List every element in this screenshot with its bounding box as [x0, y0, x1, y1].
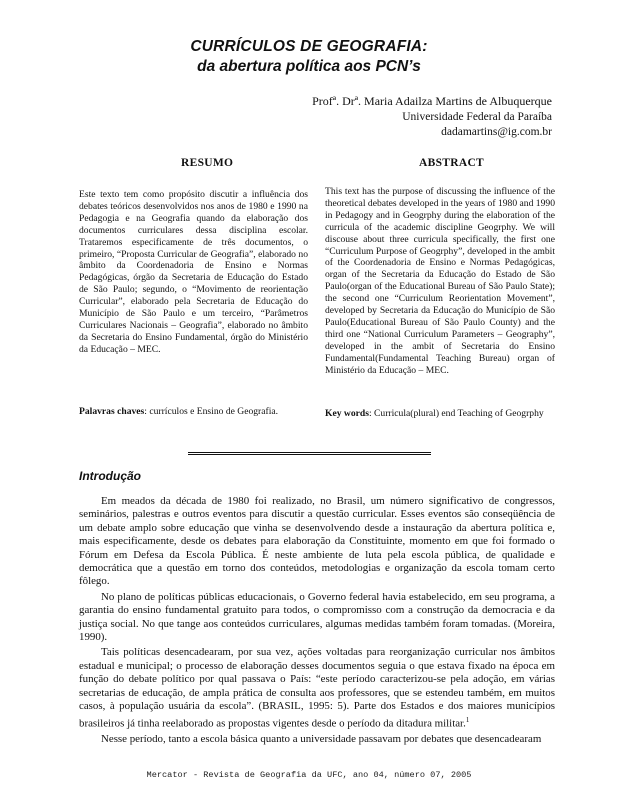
section-divider — [188, 452, 431, 455]
author-institution: Universidade Federal da Paraíba — [402, 110, 552, 123]
resumo-keywords — [79, 406, 278, 418]
title-line-1: CURRÍCULOS DE GEOGRAFIA: — [190, 38, 428, 55]
abstract-text: This text has the purpose of discussing the influence of the theoretical debates developed in the years of 1980 and 1990 in Pedagogy and in Geogrphy during the elaboration of the curricula of the academic discipline Geogrphy. We will discouse about three curricula specifically, the first one “Curriculum Purpose of Geogrphy”, developed in the ambit of the Coordenadoria de Ensino e Normas Pedagógicas, organ of the Secretaria da Educação do Estado de São Paulo(organ of the Educational Bureau of São Paulo State); the second one “Curriculum Reorientation Movement”, developed by Secretaria da Educação do Município de São Paulo(Educational Bureau of São Paulo County) and the third one “National Curriculum Parameters – Geography”, developed in the ambit of Secretaria do Ensino Fundamental(Fundamental Teaching Bureau) organ of Ministério da Educação – MEC. — [325, 186, 555, 376]
resumo-heading: RESUMO — [181, 157, 234, 169]
resumo-keywords-label: Palavras chaves — [79, 406, 145, 417]
resumo-text: Este texto tem como propósito discutir a influência dos debates teóricos desenvolvidos nos anos de 1980 e 1990 na Pedagogia e na Geografia quando da elaboração dos documentos curriculares dessa disciplina escolar. Trataremos especificamente de três documentos, o primeiro, “Proposta Curricular de Geografia”, elaborado no âmbito da Coordenadoria de Ensino e Normas Pedagógicas, órgão da Secretaria de Educação do Estado de São Paulo; segundo, o “Movimento de reorientação Curricular”, elaborado pela Secretaria de Educação do Município de São Paulo e um terceiro, “Parâmetros Curriculares Nacionais – Geografia”, elaborado no âmbito da Secretaria do Ensino Fundamental, órgão do Ministério da Educação – MEC. — [79, 189, 308, 355]
author-name: Profª. Drª. Maria Adailza Martins de Albuquerque — [312, 94, 552, 108]
footnote-marker: 1 — [465, 715, 470, 724]
abstract-keywords-label: Key words — [325, 408, 369, 419]
abstract-keywords — [325, 408, 544, 420]
introduction-body — [79, 495, 555, 748]
title-line-2: da abertura política aos PCN’s — [197, 58, 421, 75]
paragraph-1: Em meados da década de 1980 foi realizado, no Brasil, um número significativo de congressos, seminários, palestras e outros eventos para discutir a questão curricular. Esses eventos são conseqüência de um debate amplo sobre educação que vinha se desenvolvendo desde a instauração da abertura política e, mais especificamente, desde os debates para elaboração da Constituinte, momento em que foi formado o Fórum em Defesa da Escola Pública. É neste ambiente de luta pela escola pública, de qualidade e democrática que a questão em torno dos conteúdos, metodologias e organização da escola tomam certo fôlego. — [79, 495, 555, 588]
resumo-keywords-value: : currículos e Ensino de Geografia. — [144, 406, 279, 417]
introduction-heading: Introdução — [79, 469, 141, 483]
abstract-heading: ABSTRACT — [419, 157, 485, 169]
paragraph-2: No plano de políticas públicas educacionais, o Governo federal havia estabelecido, em seu programa, a garantia do ensino fundamental gratuito para todos, o compromisso com a construção da democracia e da justiça social. No que tange aos conteúdos curriculares, algumas medidas também foram tomadas. (Moreira, 1990). — [79, 590, 555, 644]
page-footer: Mercator - Revista de Geografia da UFC, ano 04, número 07, 2005 — [146, 770, 472, 780]
paragraph-3 — [79, 646, 555, 730]
author-email: dadamartins@ig.com.br — [441, 126, 552, 138]
abstract-keywords-value: : Curricula(plural) end Teaching of Geogrphy — [368, 408, 544, 419]
paragraph-3-text: Tais políticas desencadearam, por sua vez, ações voltadas para reorganização curricular nos âmbitos estadual e municipal; o processo de elaboração desses documentos seguia o que estava fixado na época em função do debate político por qual passava o País: “este período caracterizou-se pela adoção, em várias secretarias de educação, de ampla prática de consulta aos professores, que se estendeu também, em muitos casos, à população usuária da escola”. (BRASIL, 1995: 5). Parte dos Estados e dos maiores municípios brasileiros já tinha reelaborado as propostas vigentes desde o período da ditadura militar. — [79, 646, 555, 730]
author-info — [312, 94, 552, 141]
article-title — [0, 38, 618, 76]
paragraph-4: Nesse período, tanto a escola básica quanto a universidade passavam por debates que desencadearam — [101, 732, 542, 745]
